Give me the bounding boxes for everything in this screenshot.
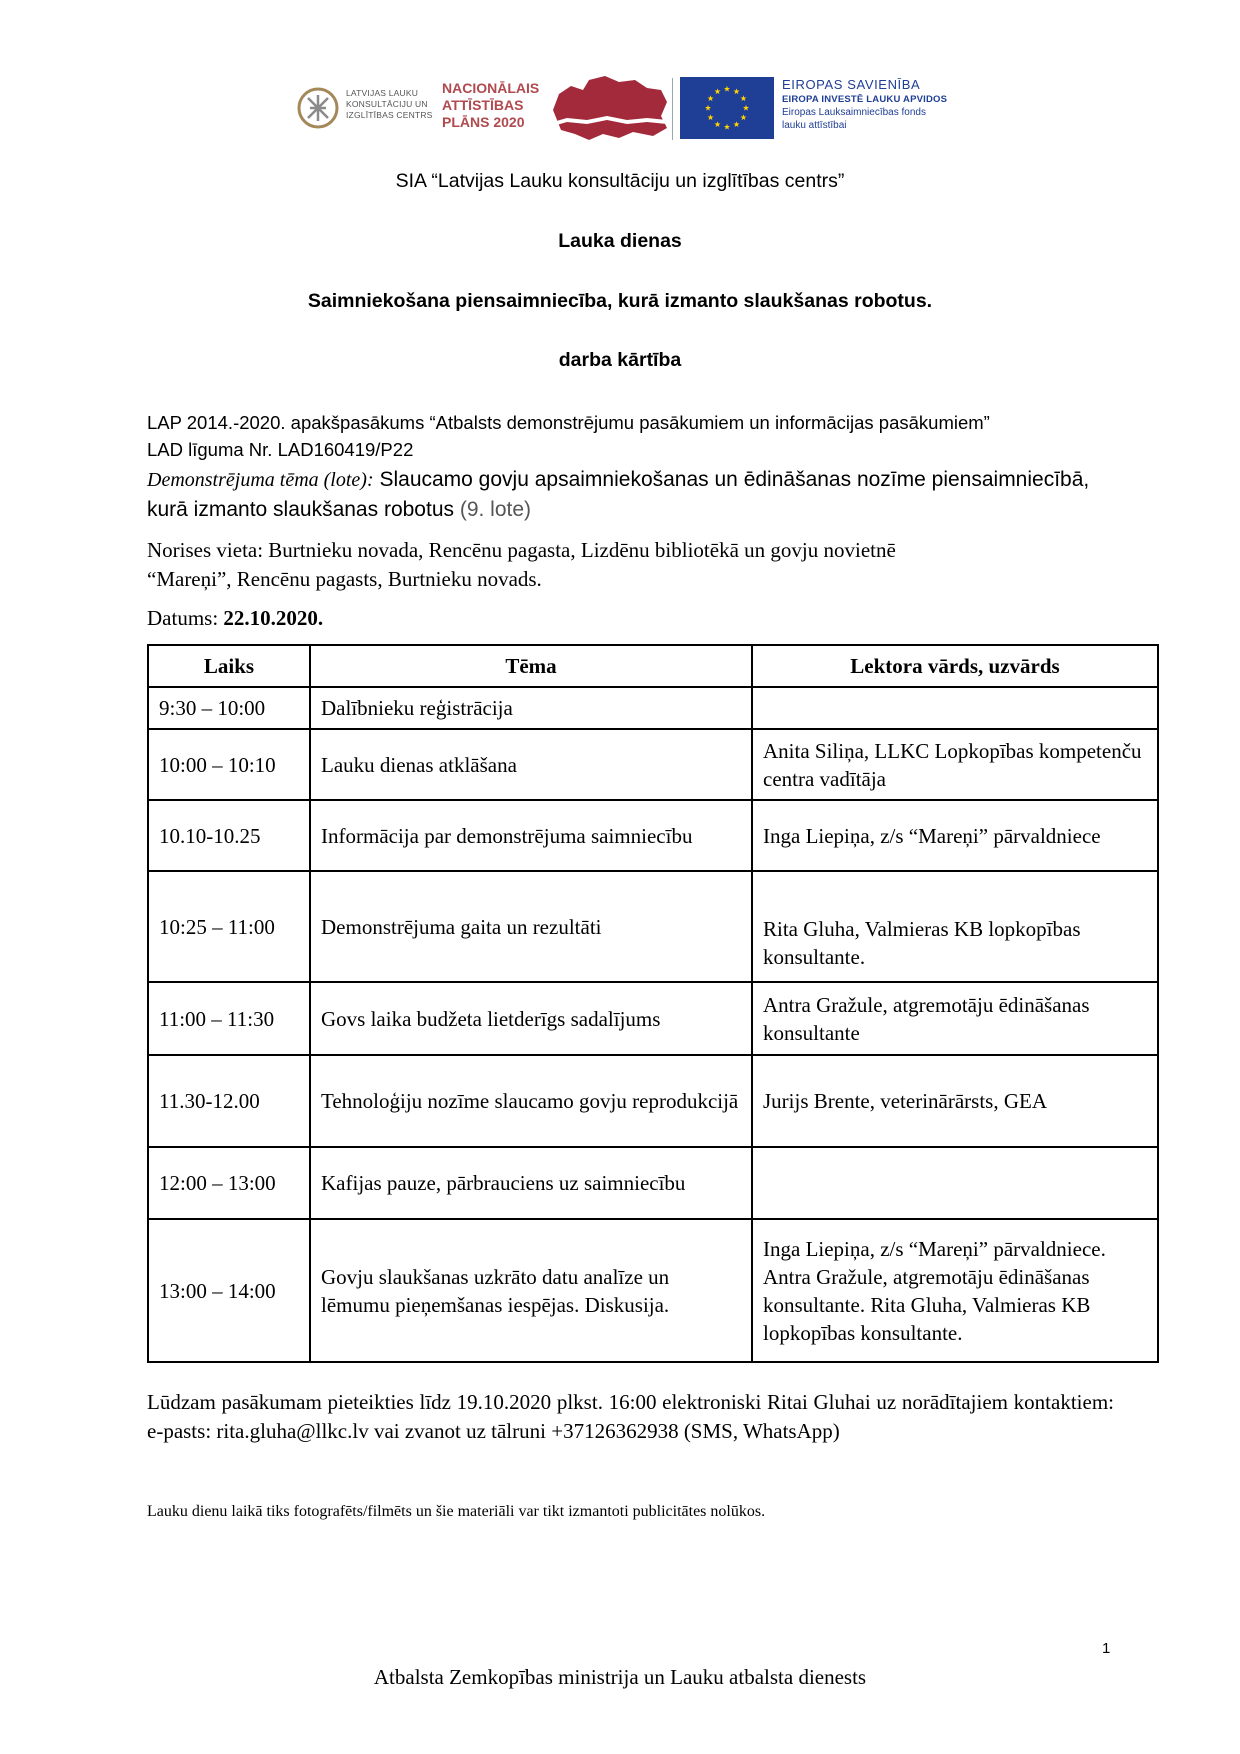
table-row bbox=[148, 871, 1158, 982]
lap-line: LAP 2014.-2020. apakšpasākums “Atbalsts demonstrējumu pasākumiem un informācijas pasākumiem” bbox=[147, 412, 990, 433]
table-row bbox=[148, 982, 1158, 1055]
table-row bbox=[148, 1055, 1158, 1147]
eu-line: Eiropas Lauksaimniecības fonds bbox=[782, 107, 926, 118]
eu-logo-text bbox=[782, 77, 1002, 132]
demo-topic-label: Demonstrējuma tēma (lote): bbox=[147, 469, 374, 491]
demo-topic-text: Slaucamo govju apsaimniekošanas un ēdināšanas nozīme piensaimniecībā, kurā izmanto slaukšanas robotus bbox=[147, 468, 1090, 521]
date-label: Datums: bbox=[147, 606, 219, 630]
venue-line: “Mareņi”, Rencēnu pagasts, Burtnieku novads. bbox=[147, 567, 542, 591]
registration-notice: Lūdzam pasākumam pieteikties līdz 19.10.2020 plkst. 16:00 elektroniski Ritai Gluhai uz norādītajiem kontaktiem: e-pasts: rita.gluha@llkc.lv vai zvanot uz tālruni +37126362938 (SMS, WhatsApp) bbox=[147, 1390, 1114, 1443]
topic-cell: Dalībnieku reģistrācija bbox=[310, 687, 752, 729]
time-cell: 11.30-12.00 bbox=[148, 1055, 310, 1147]
lecturer-cell: Anita Siliņa, LLKC Lopkopības kompetenču centra vadītāja bbox=[752, 729, 1158, 800]
topic-cell: Informācija par demonstrējuma saimniecību bbox=[310, 800, 752, 871]
lad-line: LAD līguma Nr. LAD160419/P22 bbox=[147, 439, 414, 460]
organization-name: SIA “Latvijas Lauku konsultāciju un izglītības centrs” bbox=[395, 170, 845, 192]
event-title: Lauka dienas bbox=[558, 230, 682, 252]
nap-logo bbox=[442, 80, 552, 131]
table-header-row bbox=[148, 645, 1158, 687]
topic-cell: Demonstrējuma gaita un rezultāti bbox=[310, 871, 752, 982]
time-cell: 9:30 – 10:00 bbox=[148, 687, 310, 729]
lecturer-cell bbox=[752, 1147, 1158, 1219]
time-cell: 10:00 – 10:10 bbox=[148, 729, 310, 800]
event-subject: Saimniekošana piensaimniecība, kurā izmanto slaukšanas robotus. bbox=[307, 290, 933, 312]
topic-cell: Govju slaukšanas uzkrāto datu analīze un lēmumu pieņemšanas iespējas. Diskusija. bbox=[310, 1219, 752, 1362]
lecturer-cell bbox=[752, 687, 1158, 729]
eu-title: EIROPAS SAVIENĪBA bbox=[782, 77, 921, 92]
page-number: 1 bbox=[1102, 1640, 1111, 1657]
topic-cell: Govs laika budžeta lietderīgs sadalījums bbox=[310, 982, 752, 1055]
time-cell: 10.10-10.25 bbox=[148, 800, 310, 871]
nap-logo-line: PLĀNS 2020 bbox=[442, 114, 525, 130]
table-row bbox=[148, 1219, 1158, 1362]
time-cell: 11:00 – 11:30 bbox=[148, 982, 310, 1055]
lecturer-cell: Antra Gražule, atgremotāju ēdināšanas konsultante bbox=[752, 982, 1158, 1055]
lecturer-cell: Inga Liepiņa, z/s “Mareņi” pārvaldniece bbox=[752, 800, 1158, 871]
lecturer-cell: Jurijs Brente, veterinārārsts, GEA bbox=[752, 1055, 1158, 1147]
header-time: Laiks bbox=[148, 645, 310, 687]
eu-line: EIROPA INVESTĒ LAUKU APVIDOS bbox=[782, 94, 948, 105]
time-cell: 12:00 – 13:00 bbox=[148, 1147, 310, 1219]
table-row bbox=[148, 729, 1158, 800]
agenda-table bbox=[147, 644, 1159, 1363]
topic-cell: Tehnoloģiju nozīme slaucamo govju reprodukcijā bbox=[310, 1055, 752, 1147]
lecturer-cell: Rita Gluha, Valmieras KB lopkopības konsultante. bbox=[752, 871, 1158, 982]
table-row bbox=[148, 687, 1158, 729]
table-row bbox=[148, 1147, 1158, 1219]
llkc-logo-text: LATVIJAS LAUKU KONSULTĀCIJU UN IZGLĪTĪBAS CENTRS bbox=[346, 88, 433, 120]
venue-line: Norises vieta: Burtnieku novada, Rencēnu pagasta, Lizdēnu bibliotēkā un govju novietnē bbox=[147, 538, 896, 562]
nap-logo-line: NACIONĀLAIS bbox=[442, 80, 540, 96]
lecturer-cell: Inga Liepiņa, z/s “Mareņi” pārvaldniece. Antra Gražule, atgremotāju ēdināšanas konsultante. Rita Gluha, Valmieras KB lopkopības konsultante. bbox=[752, 1219, 1158, 1362]
header-lecturer: Lektora vārds, uzvārds bbox=[752, 645, 1158, 687]
logo-divider bbox=[672, 78, 673, 140]
demo-topic-lote: (9. lote) bbox=[459, 498, 532, 521]
eu-flag-icon bbox=[680, 77, 774, 139]
program-info bbox=[147, 409, 1107, 463]
latvia-map-icon bbox=[549, 72, 671, 144]
agenda-heading: darba kārtība bbox=[558, 349, 682, 371]
date-value: 22.10.2020. bbox=[223, 606, 324, 630]
eu-line: lauku attīstībai bbox=[782, 120, 847, 131]
footer-support: Atbalsta Zemkopības ministrija un Lauku atbalsta dienests bbox=[373, 1665, 867, 1689]
llkc-logo bbox=[296, 82, 436, 137]
demo-topic bbox=[147, 465, 1107, 524]
venue bbox=[147, 536, 1107, 594]
photo-notice: Lauku dienu laikā tiks fotografēts/filmēts un šie materiāli var tikt izmantoti publicitātes nolūkos. bbox=[147, 1503, 766, 1520]
event-date bbox=[147, 606, 1107, 631]
nap-logo-line: ATTĪSTĪBAS bbox=[442, 97, 524, 113]
llkc-emblem-icon bbox=[296, 86, 340, 130]
time-cell: 10:25 – 11:00 bbox=[148, 871, 310, 982]
time-cell: 13:00 – 14:00 bbox=[148, 1219, 310, 1362]
table-row bbox=[148, 800, 1158, 871]
topic-cell: Lauku dienas atklāšana bbox=[310, 729, 752, 800]
topic-cell: Kafijas pauze, pārbrauciens uz saimniecību bbox=[310, 1147, 752, 1219]
logo-band bbox=[296, 72, 996, 147]
header-topic: Tēma bbox=[310, 645, 752, 687]
